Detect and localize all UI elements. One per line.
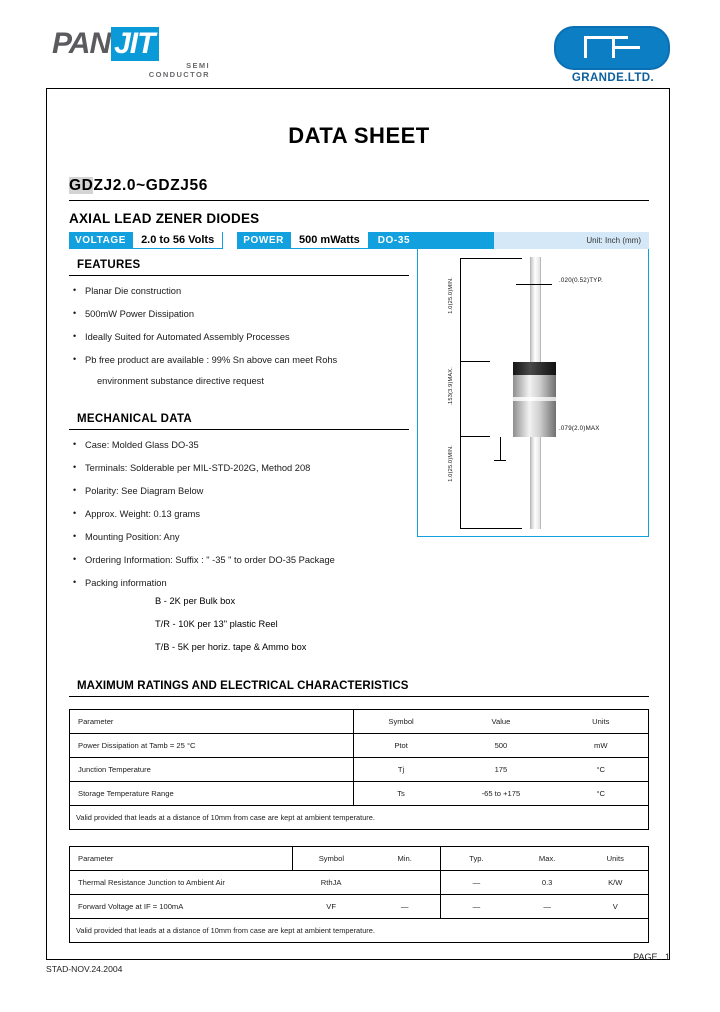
cell-symbol: RthJA	[293, 871, 369, 895]
mechanical-heading: MECHANICAL DATA	[77, 413, 193, 425]
feature-text: Planar Die construction	[85, 286, 182, 296]
grande-mark-bar-left	[584, 36, 587, 58]
cell-value: 175	[448, 758, 553, 782]
dim-line-lead-top	[460, 258, 461, 362]
mechanical-list	[69, 439, 409, 589]
cell-parameter: Junction Temperature	[70, 758, 353, 782]
dim-label-body: .153(3.9)MAX.	[448, 367, 454, 406]
part-number-divider	[69, 200, 649, 201]
dim-tick-body-dia-vert	[500, 437, 501, 461]
lead-bottom	[530, 429, 541, 529]
cell-units: °C	[554, 758, 648, 782]
part-number-rest: ZJ2.0~GDZJ56	[93, 177, 208, 194]
grande-logo-text: GRANDE.LTD.	[571, 72, 655, 84]
list-item	[69, 331, 409, 343]
cell-value: -65 to +175	[448, 782, 553, 806]
body-columns	[69, 249, 649, 664]
feature-text: Ideally Suited for Automated Assembly Processes	[85, 332, 290, 342]
spec-badge-row	[69, 232, 649, 249]
part-number-range	[69, 177, 649, 195]
power-badge-label: POWER	[237, 232, 290, 249]
datasheet-frame	[46, 88, 670, 960]
diode-body-notch	[513, 397, 556, 401]
th-parameter: Parameter	[70, 710, 353, 734]
cell-units: mW	[554, 734, 648, 758]
package-drawing-panel	[417, 249, 649, 537]
th-min: Min.	[369, 847, 440, 871]
table-header-row	[70, 847, 648, 871]
dim-tick-body-bottom	[460, 436, 490, 437]
dim-tick-body-top	[460, 361, 490, 362]
table-note-row	[70, 919, 648, 943]
cell-parameter: Forward Voltage at IF = 100mA	[70, 895, 293, 919]
dim-tick-body-dia	[494, 460, 506, 461]
grande-mark-bar-right	[612, 46, 640, 49]
cell-max: 0.3	[512, 871, 583, 895]
list-item	[69, 554, 409, 566]
package-drawing	[418, 249, 648, 536]
table-row	[70, 895, 648, 919]
table-note: Valid provided that leads at a distance of 10mm from case are kept at ambient temperature.	[70, 806, 648, 830]
table-header-row	[70, 710, 648, 734]
panjit-logo	[52, 27, 242, 79]
cell-symbol: Ts	[353, 782, 448, 806]
cell-symbol: Ptot	[353, 734, 448, 758]
ratings-table-1-wrap	[69, 709, 649, 830]
cell-parameter: Thermal Resistance Junction to Ambient Air	[70, 871, 293, 895]
list-item	[69, 439, 409, 451]
cell-parameter: Power Dissipation at Tamb = 25 °C	[70, 734, 353, 758]
list-item	[69, 308, 409, 320]
table-note: Valid provided that leads at a distance of 10mm from case are kept at ambient temperature.	[70, 919, 648, 943]
dim-tick-bottom	[460, 528, 522, 529]
list-item	[69, 508, 409, 520]
dim-tick-top	[460, 258, 522, 259]
footer-page-number: PAGE . 1	[633, 952, 670, 962]
mechanical-text: Approx. Weight: 0.13 grams	[85, 509, 201, 519]
grande-mark-bar-top	[584, 36, 628, 39]
dim-label-lead-diameter: .020(0.52)TYP.	[559, 277, 603, 284]
feature-text-continued: environment substance directive request	[97, 376, 264, 386]
cell-max: —	[512, 895, 583, 919]
datasheet-content	[69, 101, 649, 943]
th-parameter: Parameter	[70, 847, 293, 871]
list-item	[69, 462, 409, 474]
mechanical-text: Terminals: Solderable per MIL-STD-202G, Method 208	[85, 463, 311, 473]
list-item	[69, 285, 409, 297]
package-unit-note: Unit: Inch (mm)	[586, 236, 641, 245]
dim-label-body-diameter: .079(2.0)MAX	[559, 425, 600, 432]
panjit-brand-primary: PAN	[52, 27, 111, 60]
table-note-row	[70, 806, 648, 830]
cell-symbol: Tj	[353, 758, 448, 782]
cell-symbol: VF	[293, 895, 369, 919]
panjit-subtitle-line2: CONDUCTOR	[148, 70, 210, 79]
dim-label-lead-top: 1.0(25.0)MIN.	[448, 277, 454, 314]
dim-tick-lead-dia	[516, 284, 552, 285]
features-divider	[69, 275, 409, 276]
th-max: Max.	[512, 847, 583, 871]
power-badge-value: 500 mWatts	[290, 232, 369, 249]
ratings-table-2-wrap	[69, 846, 649, 943]
panjit-subtitle-line1: SEMI	[186, 61, 210, 70]
badge-spacer	[223, 232, 237, 249]
th-symbol: Symbol	[353, 710, 448, 734]
lead-top	[530, 257, 541, 369]
panjit-wordmark	[52, 28, 242, 60]
ratings-table-1	[70, 709, 648, 829]
th-units: Units	[583, 847, 649, 871]
cell-parameter: Storage Temperature Range	[70, 782, 353, 806]
ratings-table-2	[70, 846, 648, 942]
cell-value: 500	[448, 734, 553, 758]
list-item: B - 2K per Bulk box	[155, 596, 236, 606]
dim-line-lead-bottom	[460, 436, 461, 529]
panjit-brand-accent: JIT	[111, 27, 159, 61]
part-number-prefix: GD	[69, 177, 94, 194]
th-typ: Typ.	[441, 847, 512, 871]
grande-logo-mark	[554, 26, 670, 70]
page-header	[0, 0, 720, 86]
mechanical-text: Case: Molded Glass DO-35	[85, 440, 199, 450]
list-item: T/B - 5K per horiz. tape & Ammo box	[155, 642, 307, 652]
table-row	[70, 782, 648, 806]
ratings-heading: MAXIMUM RATINGS AND ELECTRICAL CHARACTERISTICS	[77, 680, 409, 692]
page-title: DATA SHEET	[288, 123, 430, 148]
grande-logo	[554, 26, 672, 84]
list-item	[69, 354, 409, 387]
th-symbol: Symbol	[293, 847, 369, 871]
cell-typ: —	[441, 895, 512, 919]
th-units: Units	[554, 710, 648, 734]
cell-min: —	[369, 895, 440, 919]
feature-text: 500mW Power Dissipation	[85, 309, 195, 319]
list-item: T/R - 10K per 13" plastic Reel	[155, 619, 278, 629]
mechanical-text: Mounting Position: Any	[85, 532, 180, 542]
cell-units: °C	[554, 782, 648, 806]
cell-units: K/W	[583, 871, 649, 895]
voltage-badge-value: 2.0 to 56 Volts	[132, 232, 223, 249]
voltage-badge-label: VOLTAGE	[69, 232, 132, 249]
ratings-divider	[69, 696, 649, 697]
mechanical-divider	[69, 429, 409, 430]
cell-min	[369, 871, 440, 895]
dim-label-lead-bottom: 1.0(25.0)MIN.	[448, 445, 454, 482]
diode-cathode-band	[513, 362, 556, 375]
table-row	[70, 758, 648, 782]
table-row	[70, 871, 648, 895]
feature-text: Pb free product are available : 99% Sn above can meet Rohs	[85, 355, 338, 365]
panjit-subtitle	[70, 61, 210, 79]
packing-list	[69, 595, 409, 653]
left-column	[69, 249, 417, 664]
package-badge-label: DO-35	[370, 232, 494, 249]
package-header	[369, 232, 649, 249]
footer-revision: STAD-NOV.24.2004	[46, 964, 123, 974]
mechanical-text: Ordering Information: Suffix : " -35 " to order DO-35 Package	[85, 555, 335, 565]
features-list	[69, 285, 409, 387]
page-footer	[46, 952, 670, 974]
list-item	[69, 485, 409, 497]
mechanical-text: Polarity: See Diagram Below	[85, 486, 204, 496]
cell-units: V	[583, 895, 649, 919]
cell-typ: —	[441, 871, 512, 895]
product-title: AXIAL LEAD ZENER DIODES	[69, 211, 260, 226]
table-row	[70, 734, 648, 758]
features-heading: FEATURES	[77, 259, 141, 271]
mechanical-text: Packing information	[85, 578, 167, 588]
list-item	[69, 531, 409, 543]
th-value: Value	[448, 710, 553, 734]
dim-line-body	[460, 361, 461, 437]
list-item	[69, 577, 409, 589]
